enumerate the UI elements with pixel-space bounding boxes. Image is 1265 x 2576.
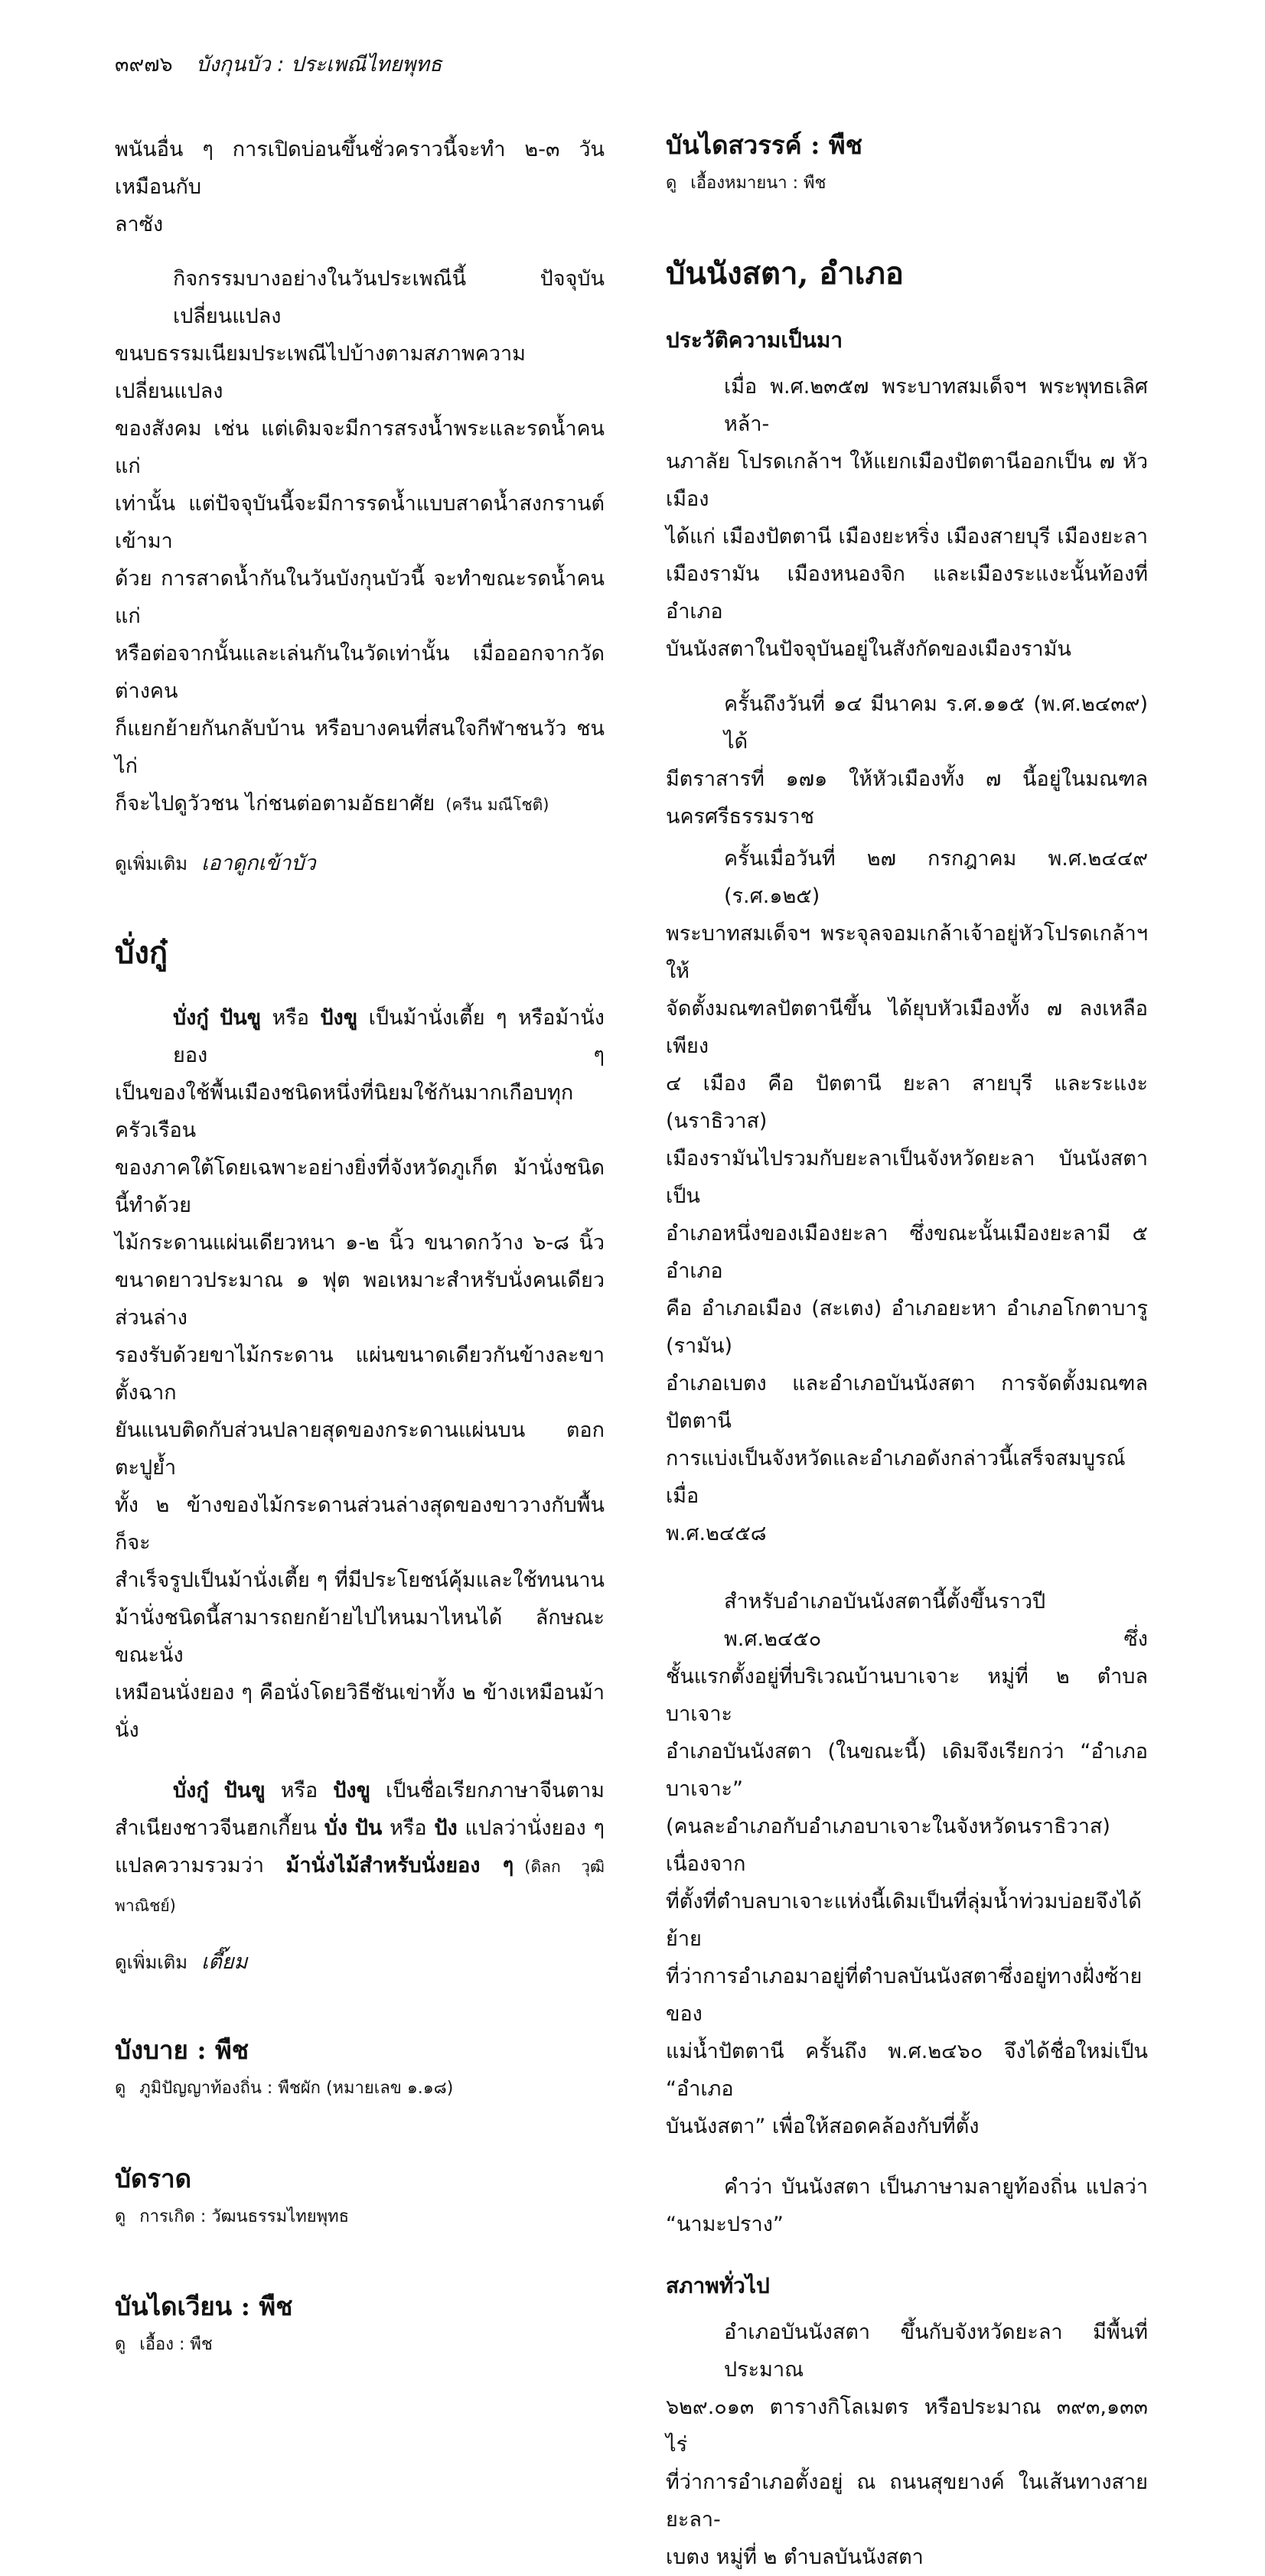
reference-link[interactable]: เอื้องหมายนา : พืช xyxy=(690,174,826,193)
text-line: รองรับด้วยขาไม้กระดาน แผ่นขนาดเดียวกันข้างละขา ตั้งฉาก xyxy=(115,1343,605,1405)
bold-term: ปันขู xyxy=(220,1006,262,1030)
text-line xyxy=(115,1809,605,1847)
text-line: จัดตั้งมณฑลปัตตานีขึ้น ได้ยุบหัวเมืองทั้ง ๗ ลงเหลือเพียง xyxy=(666,997,1148,1058)
text-line: ชั้นแรกตั้งอยู่ที่บริเวณบ้านบาเจาะ หมู่ที่ ๒ ตำบลบาเจาะ xyxy=(666,1665,1148,1726)
page-number: ๓๙๗๖ xyxy=(115,53,173,77)
text-span: เป็นชื่อเรียกภาษาจีนตาม xyxy=(370,1779,605,1803)
text-line: ได้แก่ เมืองปัตตานี เมืองยะหริ่ง เมืองสายบุรี เมืองยะลา xyxy=(666,525,1148,549)
bold-term: ม้านั่งไม้สำหรับนั่งยอง ๆ xyxy=(285,1854,514,1877)
text-line: นภาลัย โปรดเกล้าฯ ให้แยกเมืองปัตตานีออกเป็น ๗ หัวเมือง xyxy=(666,450,1148,511)
paragraph xyxy=(666,2314,1148,2576)
text-line: เมื่อ พ.ศ.๒๓๕๗ พระบาทสมเด็จฯ พระพุทธเลิศหล้า- xyxy=(724,375,1148,436)
text-line: บันนังสตาในปัจจุบันอยู่ในสังกัดของเมืองรามัน xyxy=(666,637,1071,661)
text-line: เท่านั้น แต่ปัจจุบันนี้จะมีการรดน้ำแบบสาดน้ำสงกรานต์เข้ามา xyxy=(115,492,605,553)
bold-term: บั่งกู๋ xyxy=(173,1006,209,1030)
text-span: หรือ xyxy=(261,1006,321,1030)
text-line: ทั้ง ๒ ข้างของไม้กระดานส่วนล่างสุดของขาวางกับพื้น ก็จะ xyxy=(115,1493,605,1555)
text-line: สำหรับอำเภอบันนังสตานี้ตั้งขึ้นราวปี พ.ศ.๒๔๕๐ ซึ่ง xyxy=(724,1590,1148,1651)
cross-reference: ดู เอื้อง : พืช xyxy=(115,2335,213,2354)
right-column xyxy=(666,126,1148,2576)
text-line: ของภาคใต้โดยเฉพาะอย่างยิ่งที่จังหวัดภูเก็ต ม้านั่งชนิดนี้ทำด้วย xyxy=(115,1156,605,1217)
text-span: หรือ xyxy=(382,1816,435,1840)
paragraph xyxy=(666,2168,1148,2243)
text-line: แม่น้ำปัตตานี ครั้นถึง พ.ศ.๒๔๖๐ จึงได้ชื่อใหม่เป็น “อำเภอ xyxy=(666,2040,1148,2101)
text-line: เมืองรามัน เมืองหนองจิก และเมืองระแงะนั้นท้องที่อำเภอ xyxy=(666,562,1148,624)
entry-heading: บันไดเวียน : พืช xyxy=(115,2291,293,2321)
text-line: การแบ่งเป็นจังหวัดและอำเภอดังกล่าวนี้เสร็จสมบูรณ์เมื่อ xyxy=(666,1447,1126,1508)
text-span: แปลความรวมว่า xyxy=(115,1854,286,1877)
reference-link[interactable]: เอื้อง : พืช xyxy=(139,2335,213,2354)
text-line: มีตราสารที่ ๑๗๑ ให้หัวเมืองทั้ง ๗ นี้อยู่ในมณฑลนครศรีธรรมราช xyxy=(666,767,1148,829)
text-line: ขนบธรรมเนียมประเพณีไปบ้างตามสภาพความเปลี่ยนแปลง xyxy=(115,342,526,403)
text-span: หรือ xyxy=(265,1779,334,1803)
text-line: ๖๒๙.๐๑๓ ตารางกิโลเมตร หรือประมาณ ๓๙๓,๑๓๓ ไร่ xyxy=(666,2395,1148,2457)
paragraph xyxy=(115,999,605,1749)
text-line: ม้านั่งชนิดนี้สามารถยกย้ายไปไหนมาไหนได้ ลักษณะขณะนั่ง xyxy=(115,1606,605,1667)
paragraph xyxy=(666,840,1148,1552)
text-line: อำเภอบันนังสตา (ในขณะนี้) เดิมจึงเรียกว่า “อำเภอบาเจาะ” xyxy=(666,1740,1148,1801)
text-line xyxy=(115,1847,605,1925)
text-line: อำเภอหนึ่งของเมืองยะลา ซึ่งขณะนั้นเมืองยะลามี ๕ อำเภอ xyxy=(666,1222,1148,1283)
entry-heading: บังบาย : พืช xyxy=(115,2035,249,2065)
running-title: บังกุนบัว : ประเพณีไทยพุทธ xyxy=(196,53,442,77)
text-span xyxy=(347,1816,355,1840)
text-line xyxy=(115,785,605,824)
bold-term: บั่งกู๋ xyxy=(173,1779,209,1803)
text-line: ของสังคม เช่น แต่เดิมจะมีการสรงน้ำพระและรดน้ำคนแก่ xyxy=(115,417,605,478)
text-line: เมืองรามันไปรวมกับยะลาเป็นจังหวัดยะลา บันนังสตาเป็น xyxy=(666,1147,1148,1208)
text-line: (คนละอำเภอกับอำเภอบาเจาะในจังหวัดนราธิวาส) เนื่องจาก xyxy=(666,1815,1110,1876)
text-line: พนันอื่น ๆ การเปิดบ่อนขึ้นชั่วคราวนี้จะทำ ๒-๓ วันเหมือนกับ xyxy=(115,138,605,199)
text-line: ๔ เมือง คือ ปัตตานี ยะลา สายบุรี และระแงะ (นราธิวาส) xyxy=(666,1072,1148,1133)
text-line: เบตง หมู่ที่ ๒ ตำบลบันนังสตา xyxy=(666,2545,924,2569)
bold-term: ปังขู xyxy=(333,1779,371,1803)
text-line: คำว่า บันนังสตา เป็นภาษามลายูท้องถิ่น แปลว่า xyxy=(724,2175,1148,2199)
entry-heading: บัดราด xyxy=(115,2164,192,2193)
author-credit: (ดิลก วุฒิพาณิชย์) xyxy=(115,1858,605,1915)
text-span xyxy=(209,1779,224,1803)
text-line: กิจกรรมบางอย่างในวันประเพณีนี้ ปัจจุบันเปลี่ยนแปลง xyxy=(173,267,605,328)
see-also-label: ดูเพิ่มเติม xyxy=(115,1952,188,1973)
entry-heading: บั่งกู๋ xyxy=(115,935,168,971)
paragraph xyxy=(666,368,1148,668)
paragraph xyxy=(666,686,1148,835)
text-span: เป็นม้านั่งเตี้ย ๆ หรือม้านั่งยอง ๆ xyxy=(173,1006,605,1067)
text-line xyxy=(115,999,605,1074)
text-line: ขนาดยาวประมาณ ๑ ฟุต พอเหมาะสำหรับนั่งคนเดียว ส่วนล่าง xyxy=(115,1268,605,1330)
text-line: ยันแนบติดกับส่วนปลายสุดของกระดานแผ่นบน ตอกตะปูย้ำ xyxy=(115,1418,605,1480)
text-line: “นามะปราง” xyxy=(666,2213,784,2236)
text-line xyxy=(115,1772,605,1809)
text-line: ก็แยกย้ายกันกลับบ้าน หรือบางคนที่สนใจกีฬาชนวัว ชนไก่ xyxy=(115,717,605,778)
see-also xyxy=(115,1943,605,1982)
text-line: ลาซัง xyxy=(115,213,164,236)
text-line: ด้วย การสาดน้ำกันในวันบังกุนบัวนี้ จะทำขณะรดน้ำคนแก่ xyxy=(115,567,605,628)
see-also-label: ดูเพิ่มเติม xyxy=(115,853,188,874)
text-line: ที่ว่าการอำเภอมาอยู่ที่ตำบลบันนังสตาซึ่งอยู่ทางฝั่งซ้ายของ xyxy=(666,1965,1143,2026)
reference-link[interactable]: การเกิด : วัฒนธรรมไทยพุทธ xyxy=(139,2207,350,2226)
text-line: พ.ศ.๒๔๕๘ xyxy=(666,1522,767,1545)
text-line: พระบาทสมเด็จฯ พระจุลจอมเกล้าเจ้าอยู่หัวโปรดเกล้าฯ ให้ xyxy=(666,922,1148,983)
paragraph xyxy=(115,260,605,824)
paragraph xyxy=(115,131,605,243)
bold-term: ปัน xyxy=(354,1816,383,1840)
subheading: ประวัติความเป็นมา xyxy=(666,327,843,353)
text-line: ที่ตั้งที่ตำบลบาเจาะแห่งนี้เดิมเป็นที่ลุ่มน้ำท่วมบ่อยจึงได้ย้าย xyxy=(666,1890,1142,1951)
bold-term: ปัง xyxy=(434,1816,458,1840)
subheading: สภาพทั่วไป xyxy=(666,2273,770,2298)
text-line: ครั้นเมื่อวันที่ ๒๗ กรกฎาคม พ.ศ.๒๔๔๙ (ร.ศ.๑๒๕) xyxy=(724,847,1148,908)
left-column xyxy=(115,131,605,2364)
reference-link[interactable]: ภูมิปัญญาท้องถิ่น : พืชผัก (หมายเลข ๑.๑๘) xyxy=(139,2079,454,2098)
text-span: สำเนียงชาวจีนฮกเกี้ยน xyxy=(115,1816,324,1840)
see-also-link[interactable]: เตี๊ยม xyxy=(201,1950,248,1974)
text-line: ที่ว่าการอำเภอตั้งอยู่ ณ ถนนสุขยางค์ ในเส้นทางสายยะลา- xyxy=(666,2470,1148,2532)
text-line: ครั้นถึงวันที่ ๑๔ มีนาคม ร.ศ.๑๑๕ (พ.ศ.๒๔๓๙) ได้ xyxy=(724,692,1148,754)
paragraph xyxy=(666,1583,1148,2145)
bold-term: บั่ง xyxy=(324,1816,348,1840)
entry-heading: บันไดสวรรค์ : พืช xyxy=(666,130,863,160)
cross-reference: ดู การเกิด : วัฒนธรรมไทยพุทธ xyxy=(115,2207,350,2226)
text-line: บันนังสตา” เพื่อให้สอดคล้องกับที่ตั้ง xyxy=(666,2115,980,2138)
author-credit: (ครีน มณีโชติ) xyxy=(445,796,549,814)
text-span xyxy=(209,1006,220,1030)
text-line: หรือต่อจากนั้นและเล่นกันในวัดเท่านั้น เมื่อออกจากวัดต่างคน xyxy=(115,642,605,703)
text-line: อำเภอเบตง และอำเภอบันนังสตา การจัดตั้งมณฑลปัตตานี xyxy=(666,1372,1148,1433)
cross-reference: ดู ภูมิปัญญาท้องถิ่น : พืชผัก (หมายเลข ๑.๑๘) xyxy=(115,2079,454,2098)
text-line: คือ อำเภอเมือง (สะเตง) อำเภอยะหา อำเภอโกตาบารู (รามัน) xyxy=(666,1297,1148,1358)
entry-heading: บันนังสตา, อำเภอ xyxy=(666,256,904,291)
bold-term: ปังขู xyxy=(320,1006,358,1030)
text-span: ก็จะไปดูวัวชน ไก่ชนต่อตามอัธยาศัย xyxy=(115,792,435,816)
text-line: เป็นของใช้พื้นเมืองชนิดหนึ่งที่นิยมใช้กันมากเกือบทุกครัวเรือน xyxy=(115,1081,574,1142)
see-also xyxy=(115,845,605,883)
see-also-link[interactable]: เอาดูกเข้าบัว xyxy=(201,852,316,875)
running-header xyxy=(115,47,442,80)
text-line: อำเภอบันนังสตา ขึ้นกับจังหวัดยะลา มีพื้นที่ประมาณ xyxy=(724,2320,1148,2382)
text-line: สำเร็จรูปเป็นม้านั่งเตี้ย ๆ ที่มีประโยชน์คุ้มและใช้ทนนาน xyxy=(115,1568,605,1592)
text-line: เหมือนนั่งยอง ๆ คือนั่งโดยวิธีชันเข่าทั้ง ๒ ข้างเหมือนม้านั่ง xyxy=(115,1681,605,1742)
cross-reference: ดู เอื้องหมายนา : พืช xyxy=(666,174,826,193)
text-line: ไม้กระดานแผ่นเดียวหนา ๑-๒ นิ้ว ขนาดกว้าง ๖-๘ นิ้ว xyxy=(115,1231,605,1255)
text-span: แปลว่านั่งยอง ๆ xyxy=(457,1816,605,1840)
paragraph xyxy=(115,1772,605,1925)
bold-term: ปันขู xyxy=(223,1779,266,1803)
